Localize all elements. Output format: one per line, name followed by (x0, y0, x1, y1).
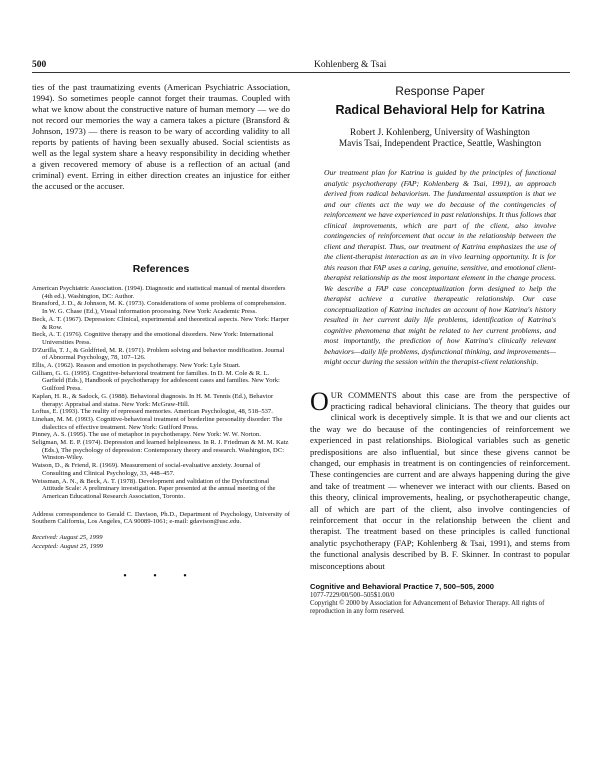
reference-item: Loftus, E. (1993). The reality of repressed memories. American Psychologist, 48, 518–537. (32, 408, 273, 416)
reference-list (32, 285, 290, 501)
reference-item: American Psychiatric Association. (1994). Diagnostic and statistical manual of mental disorders (4th ed.). Washington, DC: Author. (32, 285, 286, 300)
received-accepted-dates (32, 534, 290, 551)
lead-in: UR COMMENTS (330, 389, 397, 400)
reference-item: Beck, A. T. (1976). Cognitive therapy and the emotional disorders. New York: International Universities Press. (32, 331, 274, 346)
header-rule (32, 72, 570, 73)
paper-type-label: Response Paper (395, 84, 485, 98)
reference-item: Bransford, J. D., & Johnson, M. K. (1973). Considerations of some problems of comprehension. In W. G. Chase (Ed.), Visual information processing. New York: Academic Press. (32, 300, 287, 316)
section-separator: • • • (123, 570, 199, 582)
reference-item: D'Zurilla, T. J., & Goldfried, M. R. (1971). Problem solving and behavior modification. Journal of Abnormal Psychology, 78, 107–126. (32, 346, 285, 362)
references-heading: References (132, 263, 190, 275)
page-number: 500 (32, 60, 47, 70)
author-block (310, 128, 570, 150)
correspondence-address: Address correspondence to Gerald C. Davison, Ph.D., Department of Psychology, University of Southern California, Los Angeles, CA 90089-1061; e-mail: gdavison@usc.edu. (32, 510, 290, 526)
reference-item: Kaplan, H. R., & Sadock, G. (1988). Behavioral diagnosis. In H. M. Tennis (Ed.), Behavior therapy: Appraisal and status. New York: McGraw-Hill. (32, 392, 274, 408)
reference-item: Linehan, M. M. (1993). Cognitive-behavioral treatment of borderline personality disorder: The dialectics of effective treatment. New York: Guilford Press. (32, 415, 283, 431)
running-title: Kohlenberg & Tsai (314, 60, 387, 70)
carryover-paragraph: ties of the past traumatizing events (American Psychiatric Association, 1994). So sometimes people cannot forget their traumas. Coupled with what we know about the constructive nature of human memory — we do not record our memories the way a camera takes a picture (Bransford & Johnson, 1973) — there is reason to be wary of according validity to all reports by patients of having been sexually abused. Social scientists as well as the legal system share a heavy responsibility in deciding whether a given recovered memory of abuse is a reflection of an actual (and criminal) event. Erring in either direction creates an injustice for either the accused or the accuser. (32, 82, 290, 191)
reference-item: Watson, D., & Friend, R. (1969). Measurement of social-evaluative anxiety. Journal of Consulting and Clinical Psychology, 33, 448–457. (32, 462, 261, 477)
author-line: Mavis Tsai, Independent Practice, Seattle, Washington (338, 139, 542, 149)
reference-item: Pinney, A. S. (1995). The use of metaphor in psychotherapy. New York: W. W. Norton. (32, 431, 261, 439)
reference-item: Beck, A. T. (1967). Depression: Clinical, experimental and theoretical aspects. New York: Harper & Row. (32, 315, 290, 331)
author-line: Robert J. Kohlenberg, University of Washington (350, 128, 530, 138)
journal-citation: Cognitive and Behavioral Practice 7, 500–505, 2000 (310, 582, 495, 591)
right-column (310, 82, 570, 617)
journal-copyright: Copyright © 2000 by Association for Advancement of Behavior Therapy. All rights of reproduction in any form reserved. (310, 600, 545, 616)
reference-item: Seligman, M. E. P. (1974). Depression and learned helplessness. In R. J. Friedman & M. M. Katz (Eds.), The psychology of depression: Contemporary theory and research. Washington, DC: Winston-Wiley. (32, 439, 289, 462)
left-column (32, 82, 290, 582)
journal-issn: 1077-7229/00/500–505$1.00/0 (310, 592, 395, 599)
reference-item: Gilliam, G. G. (1995). Cognitive-behavioral treatment for families. In D. M. Cole & R. L. Garfield (Eds.), Handbook of psychotherapy for adolescent cases and families. New York: Guilford Press. (32, 369, 280, 393)
body-text: about this case are from the perspective of practicing radical behavioral clinicians. The theory that guides our clinical work is deceptively simple. It is that we and our clients act the way we do because of the contingencies of reinforcement we experienced in past relationships. Biological variables such as genetic predispositions are also influential, but since these givens cannot be changed, our emphasis in treatment is on contingencies of reinforcement. These contingencies are current and are always happening during the give and take of treatment — whenever we interact with our clients. Based on this theory, clinical improvements, healing, or psychotherapeutic change, all of which are part of the client, also involve contingencies of reinforcement that occur in the relationship between the client and therapist. The treatment based on these principles is called functional analytic psychotherapy (FAP; Kohlenberg & Tsai, 1991), and stems from the functional analysis described by B. F. Skinner. In contrast to popular misconceptions about (310, 389, 570, 571)
paper-title: Radical Behavioral Help for Katrina (335, 103, 545, 117)
body-paragraph (310, 386, 570, 573)
reference-item: Ellis, A. (1962). Reason and emotion in psychotherapy. New York: Lyle Stuart. (32, 362, 241, 370)
received-date: Received: August 25, 1999 (32, 534, 103, 542)
abstract: Our treatment plan for Katrina is guided by the principles of functional analytic psychotherapy (FAP; Kohlenberg & Tsai, 1991), an approach derived from radical behaviorism. The fundamental assumption is that we and our clients act the way we do because of the contingencies of reinforcement we have experienced in past relationships. It thus follows that clinical improvements, which are part of the client, also involve contingencies of reinforcement that occur in the relationship between the client and therapist. Thus, our treatment of Katrina emphasizes the use of the client-therapist interaction as an in vivo learning opportunity. It is for this reason that FAP uses a caring, genuine, sensitive, and emotional client-therapist relationship as the most important element in the change process. We describe a FAP case conceptualization form designed to help the therapist achieve a curative therapeutic relationship. Our case conceptualization of Katrina includes an account of how Katrina's history resulted in her current daily life problems, identification of Katrina's cognitive phenomena that might be related to her current problems, and most importantly, the prediction of how Katrina's clinically relevant behaviors—daily life problems, dysfunctional thinking, and improvements—might occur during the session within the therapist-client relationship. (324, 168, 556, 366)
accepted-date: Accepted: August 25, 1999 (32, 542, 103, 550)
reference-item: Weissman, A. N., & Beck, A. T. (1978). Development and validation of the Dysfunctional Attitude Scale: A preliminary investigation. Paper presented at the annual meeting of the American Educational Research Association, Toronto. (32, 477, 276, 500)
drop-cap: O (310, 386, 329, 416)
